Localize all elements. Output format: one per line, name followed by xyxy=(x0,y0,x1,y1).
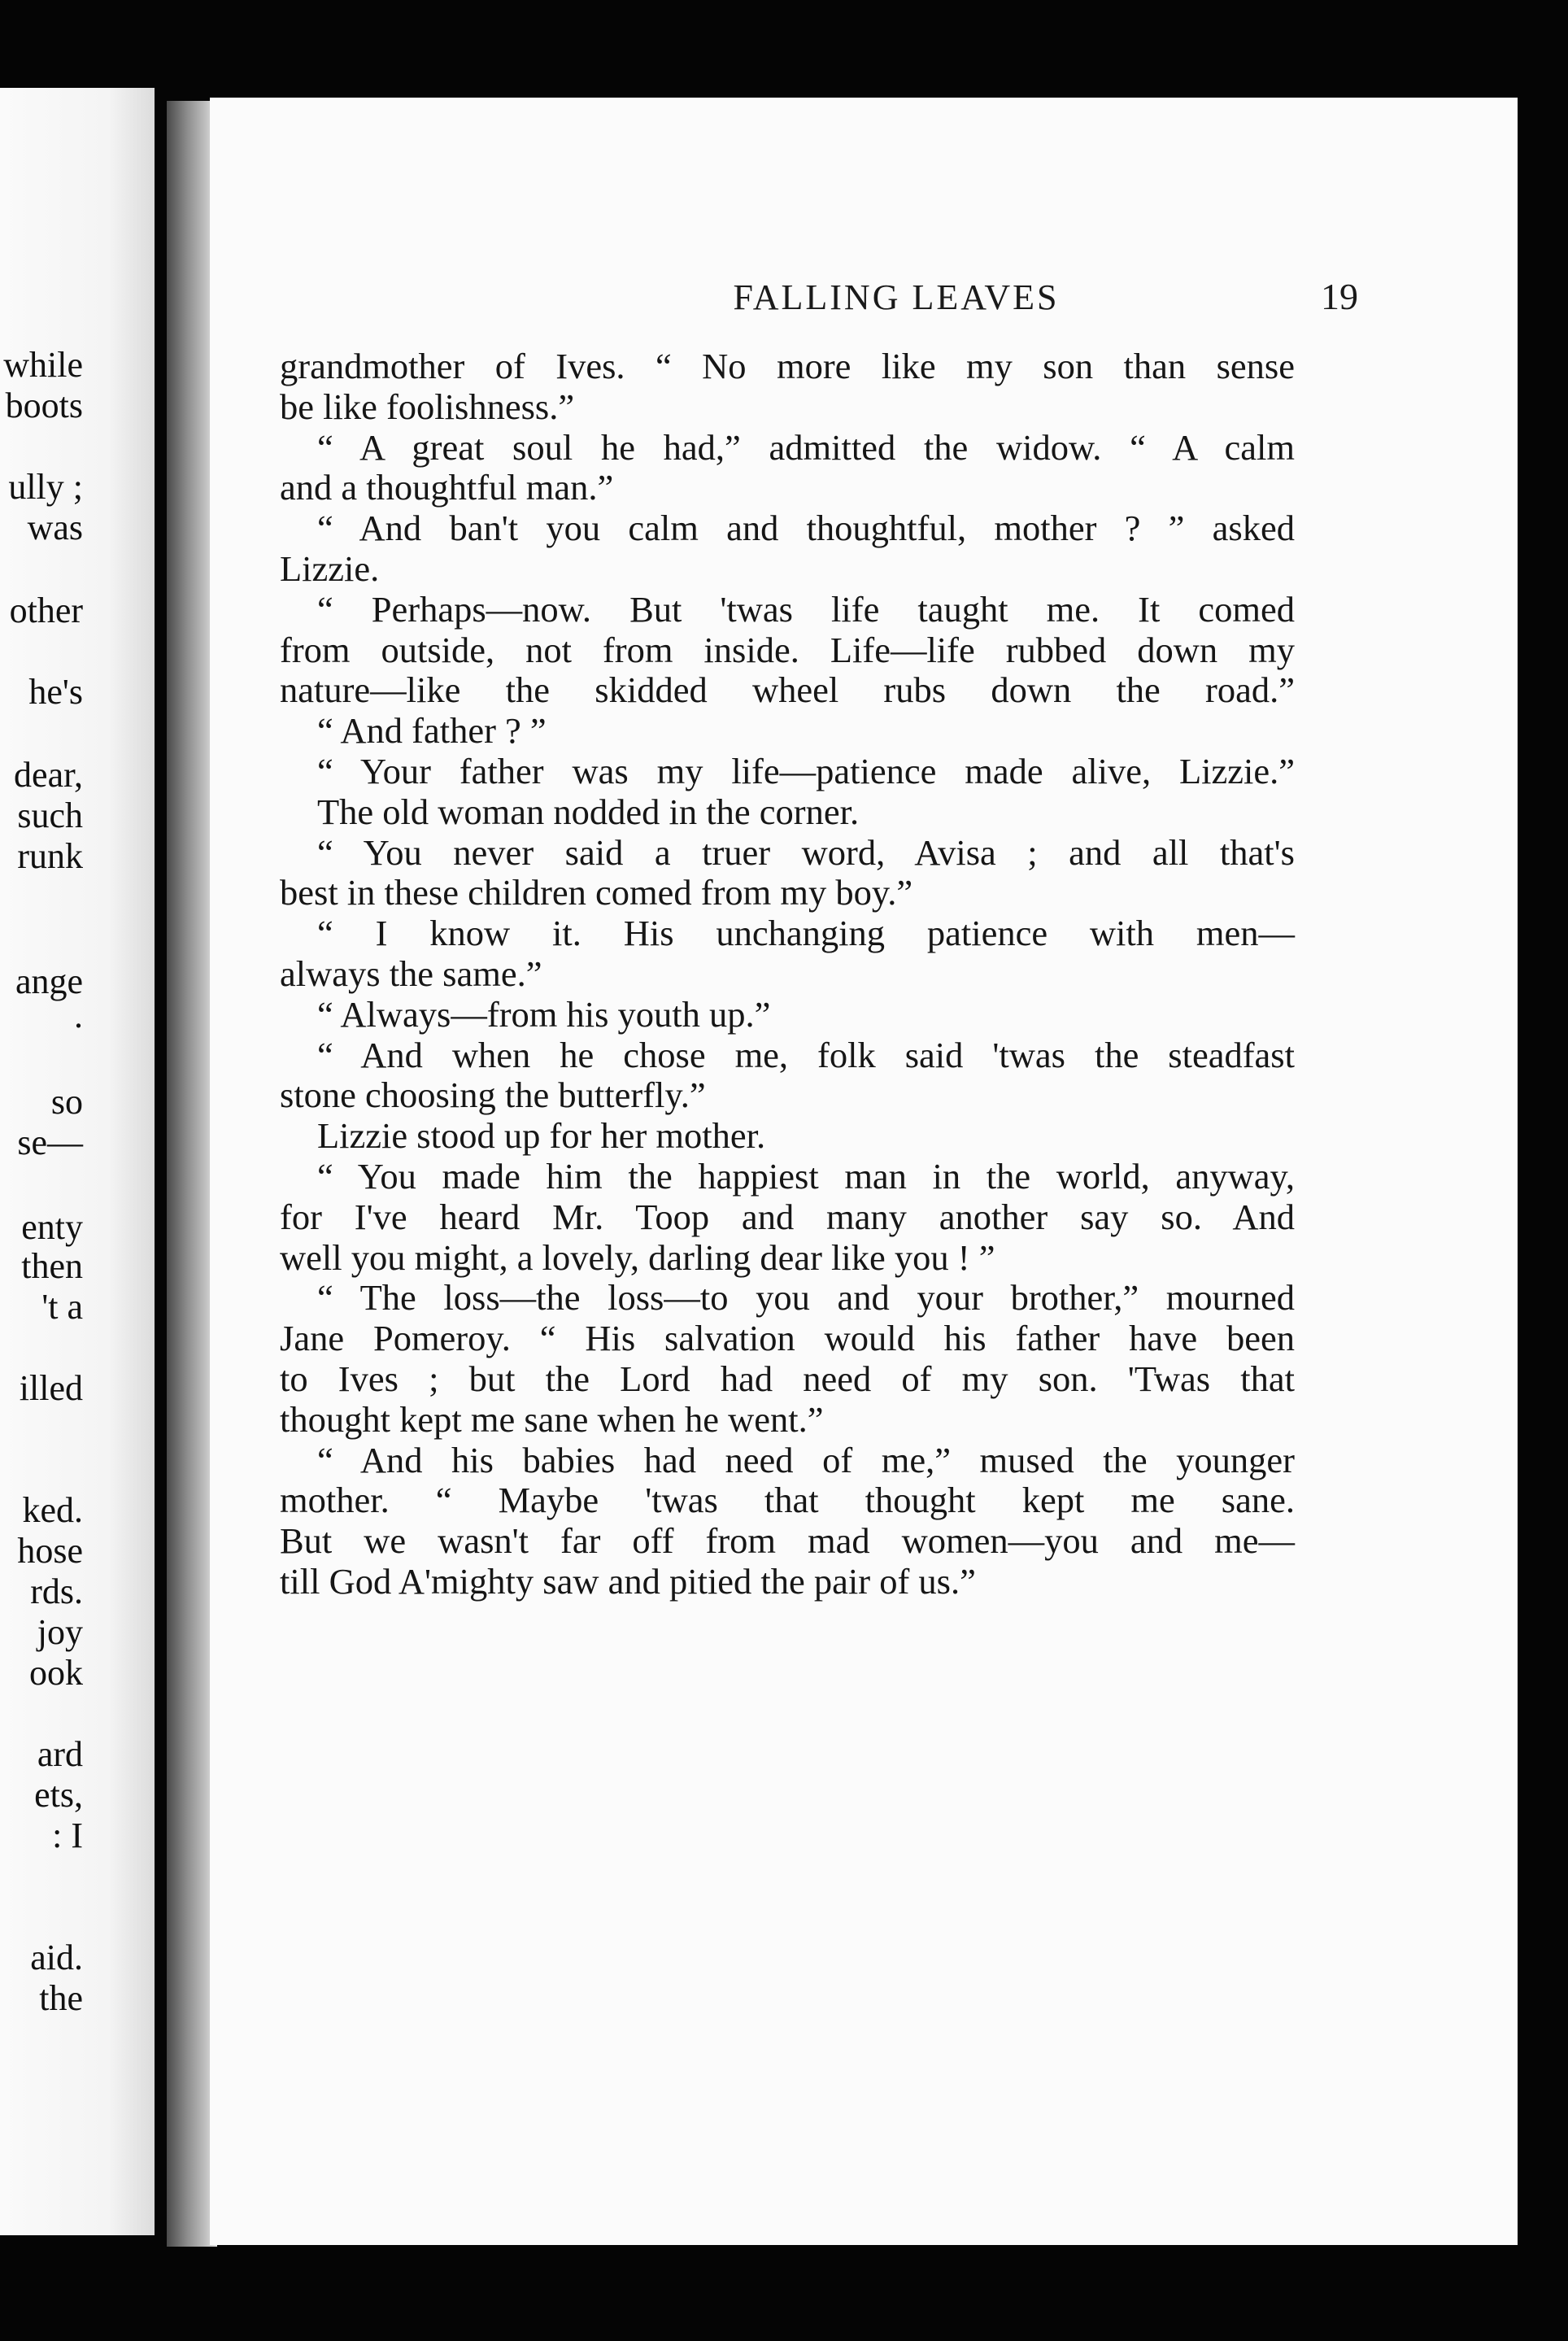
left-fragment: while xyxy=(3,345,83,385)
left-fragment: se— xyxy=(17,1123,83,1162)
text-line: “ A great soul he had,” admitted the widow. “ A calm xyxy=(317,426,1295,468)
text-line: till God A'mighty saw and pitied the pair of us.” xyxy=(280,1560,976,1602)
text-line: and a thoughtful man.” xyxy=(280,467,614,508)
left-fragment: 't a xyxy=(41,1287,83,1327)
left-fragment: ked. xyxy=(22,1490,83,1530)
left-fragment: ets, xyxy=(34,1775,83,1815)
left-fragment: joy xyxy=(37,1612,83,1652)
left-fragment: boots xyxy=(5,386,83,425)
text-line: “ Perhaps—now. But 'twas life taught me. It comed xyxy=(317,588,1295,630)
text-line: be like foolishness.” xyxy=(280,386,575,427)
left-fragment: hose xyxy=(17,1531,83,1571)
left-fragment: ully ; xyxy=(8,467,83,507)
text-line: “ Your father was my life—patience made alive, Lizzie.” xyxy=(317,750,1295,791)
text-line: “ You made him the happiest man in the world, anyway, xyxy=(317,1155,1295,1197)
text-line: The old woman nodded in the corner. xyxy=(317,791,860,832)
text-line: “ And father ? ” xyxy=(317,710,547,752)
left-fragment: dear, xyxy=(14,755,83,795)
text-line: But we wasn't far off from mad women—you and me— xyxy=(280,1520,1295,1562)
text-line: “ The loss—the loss—to you and your brother,” mourned xyxy=(317,1277,1295,1319)
running-head: FALLING LEAVES xyxy=(733,277,1060,317)
text-line: from outside, not from inside. Life—life rubbed down my xyxy=(280,629,1295,670)
text-line: for I've heard Mr. Toop and many another say so. And xyxy=(280,1196,1295,1237)
text-line: grandmother of Ives. “ No more like my son than sense xyxy=(280,346,1295,386)
text-line: best in these children comed from my boy.” xyxy=(280,872,913,913)
left-fragment: ook xyxy=(29,1653,83,1693)
text-line: always the same.” xyxy=(280,953,542,994)
text-line: well you might, a lovely, darling dear like you ! ” xyxy=(280,1236,995,1278)
body-text xyxy=(280,347,1295,1602)
left-fragment: such xyxy=(17,796,83,835)
text-line: Lizzie. xyxy=(280,547,380,589)
left-fragment: ard xyxy=(37,1734,83,1774)
page-number: 19 xyxy=(1321,276,1358,317)
left-fragment: he's xyxy=(28,672,83,712)
left-fragment: ange xyxy=(15,961,83,1001)
left-fragment: . xyxy=(74,996,83,1035)
left-fragment: then xyxy=(21,1246,83,1286)
left-facing-page xyxy=(0,88,155,2235)
left-fragment: aid. xyxy=(30,1938,83,1977)
text-line: “ And when he chose me, folk said 'twas the steadfast xyxy=(317,1034,1295,1075)
text-line: Lizzie stood up for her mother. xyxy=(317,1115,766,1157)
text-line: Jane Pomeroy. “ His salvation would his father have been xyxy=(280,1318,1295,1359)
left-fragment: so xyxy=(50,1082,83,1122)
text-line: “ I know it. His unchanging patience with men— xyxy=(317,913,1295,954)
text-line: stone choosing the butterfly.” xyxy=(280,1075,706,1116)
text-line: “ You never said a truer word, Avisa ; and all that's xyxy=(317,831,1295,873)
left-fragment: other xyxy=(9,591,83,630)
left-fragment: : I xyxy=(52,1816,83,1855)
left-page-text xyxy=(0,88,89,2235)
left-fragment: runk xyxy=(17,836,83,876)
text-line: to Ives ; but the Lord had need of my son. 'Twas that xyxy=(280,1358,1295,1399)
text-line: nature—like the skidded wheel rubs down the road.” xyxy=(280,669,1295,711)
left-fragment: was xyxy=(27,508,83,547)
left-fragment: illed xyxy=(19,1368,83,1408)
text-line: “ Always—from his youth up.” xyxy=(317,993,771,1035)
left-fragment: the xyxy=(39,1978,83,2018)
text-line: thought kept me sane when he went.” xyxy=(280,1398,824,1440)
text-line: “ And his babies had need of me,” mused the younger xyxy=(317,1439,1295,1480)
left-fragment: rds. xyxy=(30,1572,83,1611)
text-line: mother. “ Maybe 'twas that thought kept me sane. xyxy=(280,1480,1295,1521)
left-fragment: enty xyxy=(21,1207,83,1247)
text-line: “ And ban't you calm and thoughtful, mother ? ” asked xyxy=(317,508,1295,549)
book-page xyxy=(210,98,1518,2245)
